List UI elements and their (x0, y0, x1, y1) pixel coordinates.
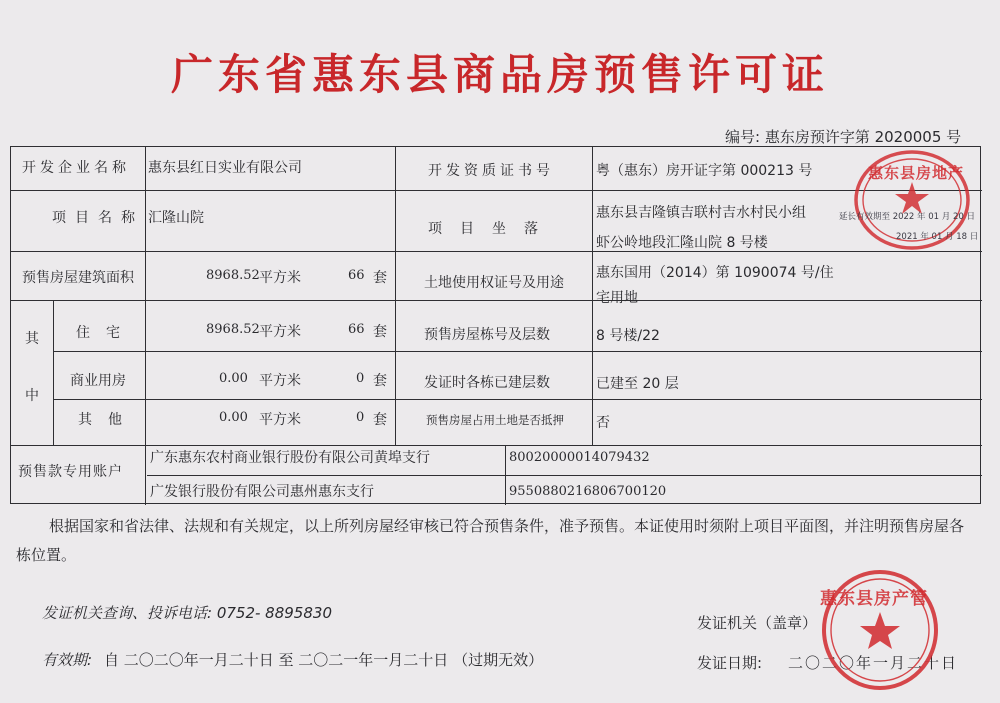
label-project-location: 项目坐落 (428, 221, 556, 237)
commercial-sets: 0 (356, 371, 365, 386)
issuer-seal-text: 惠东县房产管 (820, 589, 928, 609)
commercial-area: 0.00 (219, 371, 248, 386)
value-land-line2: 宅用地 (596, 290, 638, 306)
issue-date-label: 发证日期: (697, 654, 763, 672)
value-project-name: 汇隆山院 (148, 210, 204, 226)
commercial-area-unit: 平方米 (259, 373, 301, 389)
label-of-which-1: 其 (25, 331, 39, 347)
value-land-line1: 惠东国用（2014）第 1090074 号/住 (596, 265, 834, 281)
residential-area: 8968.52 (206, 322, 260, 337)
label-buildings: 预售房屋栋号及层数 (424, 327, 550, 343)
complaint-hotline: 发证机关查询、投诉电话: 0752- 8895830 (42, 604, 332, 622)
residential-sets: 66 (348, 322, 365, 337)
label-built-floors: 发证时各栋已建层数 (424, 375, 550, 391)
value-location-line2: 虾公岭地段汇隆山院 8 号楼 (596, 235, 768, 251)
label-residential: 住宅 (76, 325, 136, 341)
value-developer: 惠东县红日实业有限公司 (148, 160, 302, 176)
serial-number: 编号: 惠东房预许字第 2020005 号 (725, 128, 962, 146)
label-account: 预售款专用账户 (18, 464, 123, 480)
total-sets-unit: 套 (373, 270, 387, 286)
other-area: 0.00 (219, 410, 248, 425)
value-built-floors: 已建至 20 层 (596, 376, 679, 392)
certificate-title: 广东省惠东县商品房预售许可证 (170, 50, 829, 99)
total-area: 8968.52 (206, 268, 260, 283)
other-sets: 0 (356, 410, 365, 425)
label-land-mortgage: 预售房屋占用土地是否抵押 (426, 413, 564, 427)
account-bank-1: 广东惠东农村商业银行股份有限公司黄埠支行 (150, 450, 430, 466)
extension-line1: 延长有效期至 2022 年 01 月 20 日 (839, 212, 975, 222)
total-sets: 66 (348, 268, 365, 283)
label-presale-area: 预售房屋建筑面积 (22, 270, 134, 286)
residential-sets-unit: 套 (373, 324, 387, 340)
value-buildings: 8 号楼/22 (596, 328, 660, 344)
value-land-mortgage: 否 (596, 415, 610, 431)
residential-area-unit: 平方米 (259, 324, 301, 340)
issue-date: 二〇二〇年一月二十日 (788, 654, 959, 672)
value-qualification: 粤（惠东）房开证字第 000213 号 (596, 163, 813, 179)
account-number-2: 9550880216806700120 (509, 484, 667, 499)
label-land-cert: 土地使用权证号及用途 (424, 275, 564, 291)
total-area-unit: 平方米 (259, 270, 301, 286)
validity-period: 自 二〇二〇年一月二十日 至 二〇二一年一月二十日 （过期无效） (104, 651, 544, 669)
issuer-label: 发证机关（盖章） (697, 614, 818, 632)
extension-line2: 2021 年 01 月 18 日 (896, 232, 979, 242)
validity-label: 有效期: (42, 651, 93, 669)
label-project-name: 项目名称 (52, 210, 144, 226)
label-developer: 开发企业名称 (22, 160, 130, 176)
other-sets-unit: 套 (373, 412, 387, 428)
value-location-line1: 惠东县吉隆镇吉联村吉水村民小组 (596, 205, 806, 221)
small-seal-text: 惠东县房地产 (868, 164, 965, 182)
label-other: 其他 (78, 412, 138, 428)
label-commercial: 商业用房 (70, 373, 126, 389)
other-area-unit: 平方米 (259, 412, 301, 428)
approval-statement: 根据国家和省法律、法规和有关规定，以上所列房屋经审核已符合预售条件，准予预售。本证使用时须附上项目平面图，并注明预售房屋各栋位置。 (16, 517, 965, 564)
label-of-which-2: 中 (25, 388, 39, 404)
account-number-1: 80020000014079432 (509, 450, 650, 465)
label-qualification: 开发资质证书号 (428, 163, 554, 179)
commercial-sets-unit: 套 (373, 373, 387, 389)
account-bank-2: 广发银行股份有限公司惠州惠东支行 (150, 484, 374, 500)
